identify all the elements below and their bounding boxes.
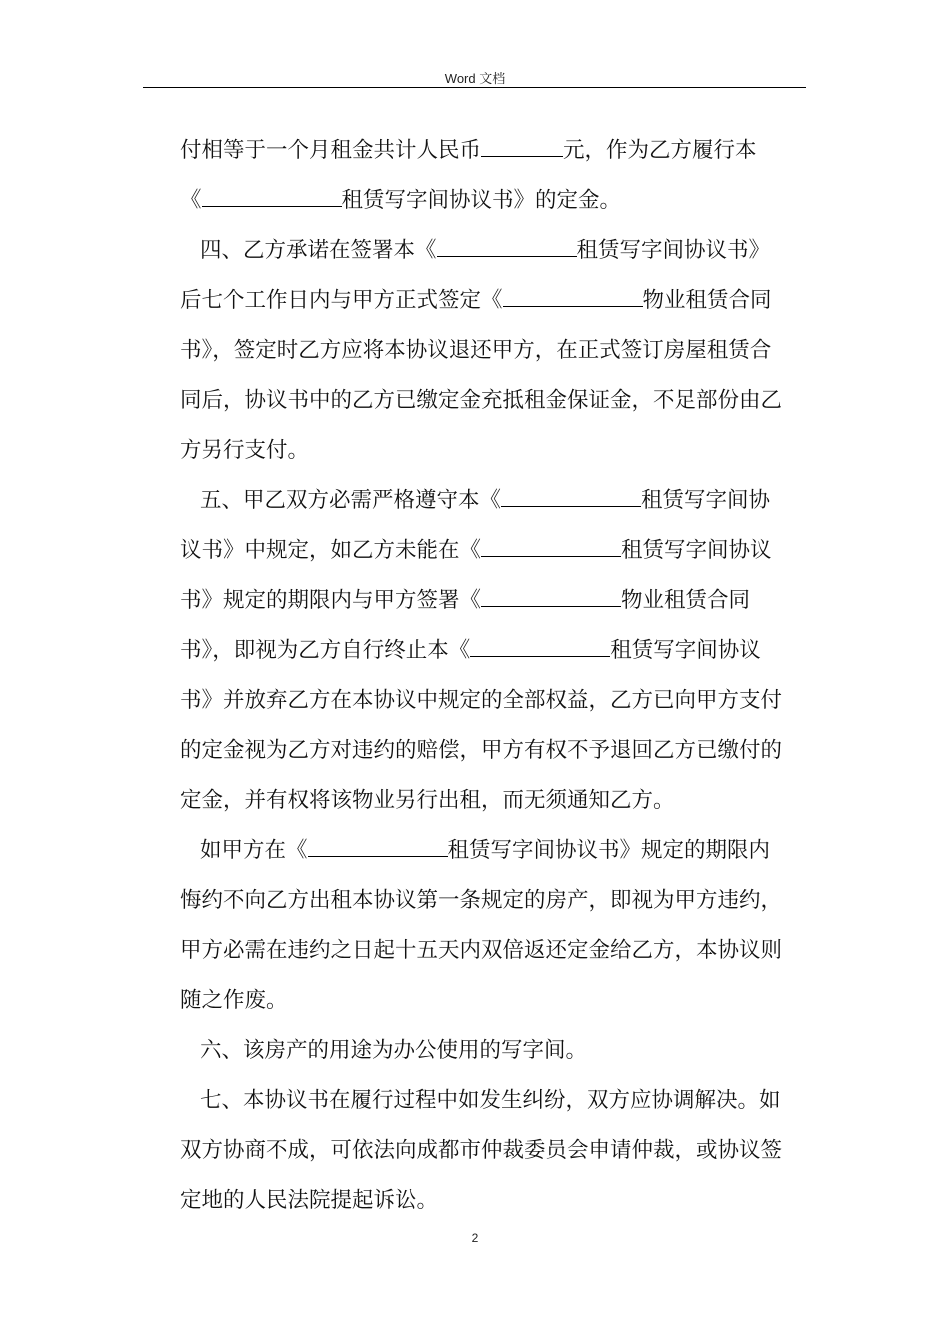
line-text: 租赁写字间协议书》的定金。 xyxy=(341,188,622,213)
line-text: 的定金视为乙方对违约的赔偿，甲方有权不予退回乙方已缴付的 xyxy=(180,738,783,763)
line-text: 物业租赁合同 xyxy=(621,588,751,613)
text-line xyxy=(180,176,805,226)
text-line xyxy=(180,626,805,676)
line-text: 四、乙方承诺在签署本《 xyxy=(200,238,437,263)
line-text: 定地的人民法院提起诉讼。 xyxy=(180,1188,439,1213)
fill-in-blank[interactable] xyxy=(202,188,342,207)
text-line xyxy=(180,976,805,1026)
text-line xyxy=(180,1176,805,1226)
text-line xyxy=(180,576,805,626)
text-line xyxy=(180,126,805,176)
fill-in-blank[interactable] xyxy=(501,488,641,507)
line-text: 同后，协议书中的乙方已缴定金充抵租金保证金，不足部份由乙 xyxy=(180,388,783,413)
text-line xyxy=(180,526,805,576)
line-text: 议书》中规定，如乙方未能在《 xyxy=(180,538,482,563)
text-line xyxy=(180,676,805,726)
header-divider xyxy=(143,87,806,88)
line-text: 五、甲乙双方必需严格遵守本《 xyxy=(200,488,502,513)
line-text: 悔约不向乙方出租本协议第一条规定的房产，即视为甲方违约， xyxy=(180,888,783,913)
fill-in-blank[interactable] xyxy=(481,538,621,557)
text-line xyxy=(180,326,805,376)
fill-in-blank[interactable] xyxy=(503,288,643,307)
text-line xyxy=(180,1026,805,1076)
line-text: 租赁写字间协议 xyxy=(610,638,761,663)
line-text: 双方协商不成，可依法向成都市仲裁委员会申请仲裁，或协议签 xyxy=(180,1138,783,1163)
text-line xyxy=(180,776,805,826)
line-text: 书》，签定时乙方应将本协议退还甲方，在正式签订房屋租赁合 xyxy=(180,338,772,363)
fill-in-blank[interactable] xyxy=(481,588,621,607)
line-text: 后七个工作日内与甲方正式签定《 xyxy=(180,288,503,313)
line-text: 租赁写字间协议书》 xyxy=(576,238,771,263)
text-line xyxy=(180,1076,805,1126)
text-line xyxy=(180,1126,805,1176)
line-text: 租赁写字间协议 xyxy=(621,538,772,563)
fill-in-blank[interactable] xyxy=(308,838,448,857)
text-line xyxy=(180,926,805,976)
page-number: 2 xyxy=(471,1231,479,1245)
line-text: 《 xyxy=(180,188,202,213)
line-text: 如甲方在《 xyxy=(200,838,308,863)
text-line xyxy=(180,426,805,476)
line-text: 方另行支付。 xyxy=(180,438,310,463)
text-line xyxy=(180,726,805,776)
text-line xyxy=(180,476,805,526)
document-body xyxy=(180,126,805,1226)
text-line xyxy=(180,826,805,876)
line-text: 甲方必需在违约之日起十五天内双倍返还定金给乙方，本协议则 xyxy=(180,938,783,963)
line-text: 租赁写字间协议书》规定的期限内 xyxy=(447,838,771,863)
line-text: 定金，并有权将该物业另行出租，而无须通知乙方。 xyxy=(180,788,675,813)
fill-in-blank[interactable] xyxy=(481,138,563,157)
fill-in-blank[interactable] xyxy=(437,238,577,257)
text-line xyxy=(180,376,805,426)
line-text: 书》并放弃乙方在本协议中规定的全部权益，乙方已向甲方支付 xyxy=(180,688,783,713)
line-text: 随之作废。 xyxy=(180,988,288,1013)
text-line xyxy=(180,876,805,926)
line-text: 租赁写字间协 xyxy=(641,488,771,513)
text-line xyxy=(180,226,805,276)
line-text: 六、该房产的用途为办公使用的写字间。 xyxy=(200,1038,588,1063)
line-text: 元，作为乙方履行本 xyxy=(563,138,757,163)
header-title: Word 文档 xyxy=(444,71,506,86)
line-text: 物业租赁合同 xyxy=(642,288,772,313)
fill-in-blank[interactable] xyxy=(470,638,610,657)
line-text: 七、本协议书在履行过程中如发生纠纷，双方应协调解决。如 xyxy=(200,1088,781,1113)
line-text: 付相等于一个月租金共计人民币 xyxy=(180,138,482,163)
text-line xyxy=(180,276,805,326)
line-text: 书》规定的期限内与甲方签署《 xyxy=(180,588,482,613)
line-text: 书》，即视为乙方自行终止本《 xyxy=(180,638,471,663)
